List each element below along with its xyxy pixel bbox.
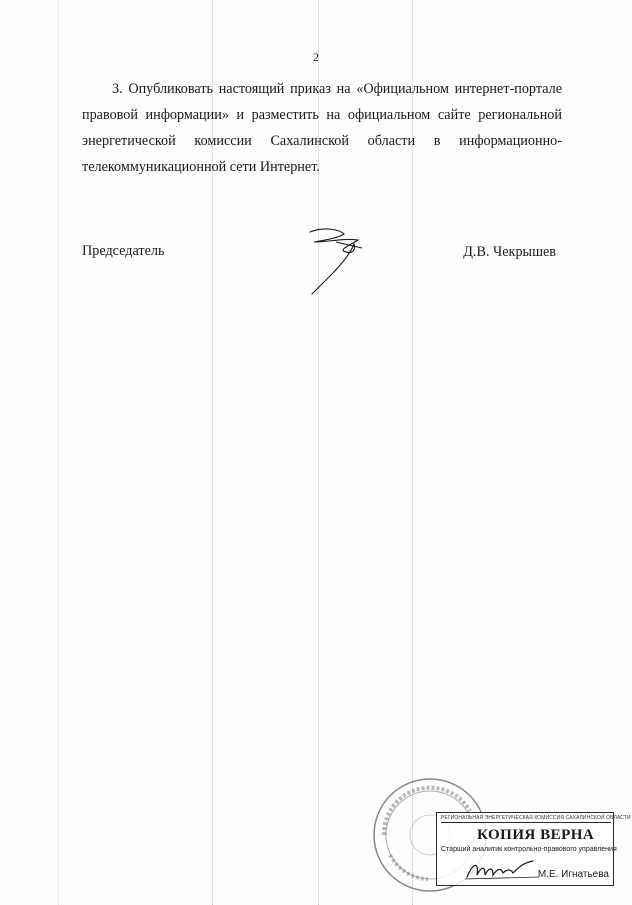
signatory-name: Д.В. Чекрышев bbox=[463, 244, 556, 260]
paragraph-line: правовой информации» и разместить на официальном сайте региональной bbox=[82, 107, 562, 123]
stamp-title: КОПИЯ ВЕРНА bbox=[477, 827, 595, 843]
paragraph-line: энергетической комиссии Сахалинской области в информационно- bbox=[82, 133, 562, 149]
stamp-signer-name: М.Е. Игнатьева bbox=[537, 869, 609, 880]
paragraph-line: 3. Опубликовать настоящий приказ на «Официальном интернет-портале bbox=[112, 81, 562, 97]
page-number: 2 bbox=[313, 50, 319, 64]
stamp-position: Старший аналитик контрольно-правового управления bbox=[441, 846, 617, 853]
stamp-organization: РЕГИОНАЛЬНАЯ ЭНЕРГЕТИЧЕСКАЯ КОМИССИЯ САХАЛИНСКОЙ ОБЛАСТИ bbox=[441, 815, 631, 821]
paragraph-line: телекоммуникационной сети Интернет. bbox=[82, 159, 320, 175]
handwritten-signature bbox=[300, 222, 370, 297]
scan-artifact-line bbox=[58, 0, 59, 905]
signatory-title: Председатель bbox=[82, 243, 165, 259]
order-paragraph bbox=[82, 76, 562, 180]
certified-copy-stamp bbox=[436, 812, 631, 886]
stamp-signature bbox=[463, 857, 543, 883]
